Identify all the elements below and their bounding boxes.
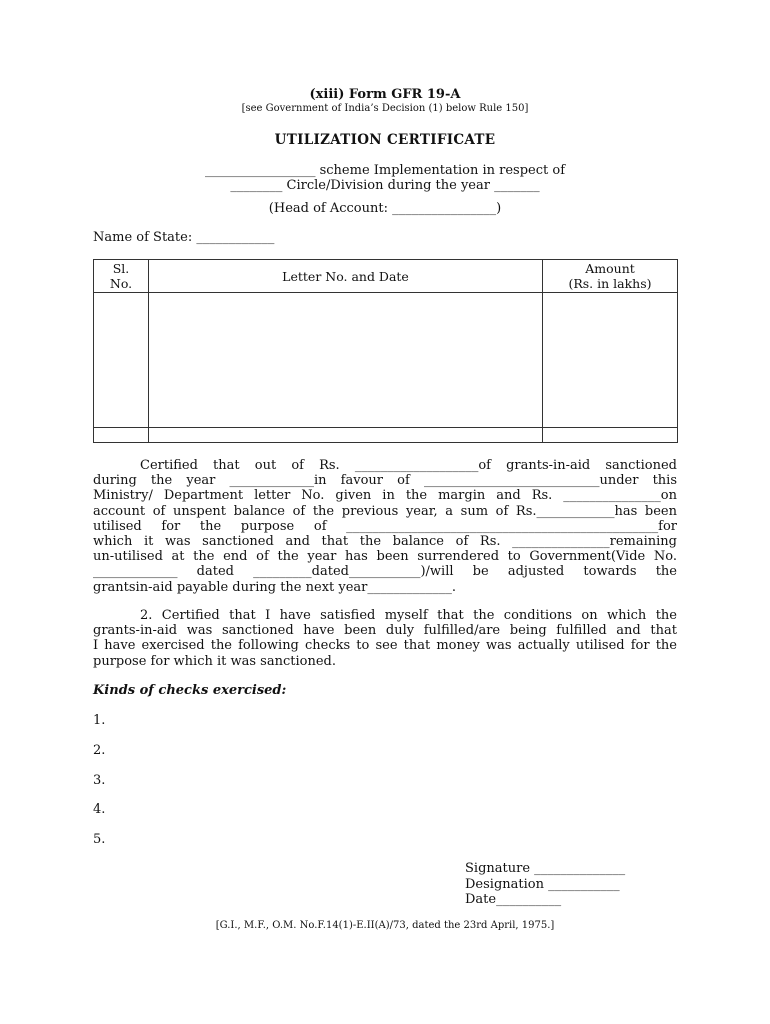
conditions-paragraph bbox=[93, 608, 677, 669]
table-cell bbox=[543, 293, 678, 428]
form-title: (xiii) Form GFR 19-A bbox=[309, 87, 461, 102]
check-item-5: 5. bbox=[93, 832, 106, 847]
column-header-letter: Letter No. and Date bbox=[149, 260, 543, 293]
paragraph-line: _____________ dated _________dated___________)/will be adjusted towards the bbox=[93, 564, 677, 580]
column-header-amount bbox=[543, 260, 678, 293]
table-total-row bbox=[94, 428, 678, 443]
table-cell bbox=[543, 428, 678, 443]
letters-table bbox=[93, 259, 678, 443]
table-header-row bbox=[94, 260, 678, 293]
paragraph-line: Certified that out of Rs. ___________________of grants-in-aid sanctioned bbox=[140, 458, 677, 473]
paragraph-line: purpose for which it was sanctioned. bbox=[93, 653, 336, 669]
date-line: Date__________ bbox=[465, 892, 562, 907]
amount-unit-label: (Rs. in lakhs) bbox=[568, 276, 652, 291]
paragraph-line: grantsin-aid payable during the next year_____________. bbox=[93, 579, 457, 595]
paragraph-line: which it was sanctioned and that the balance of Rs. _______________remaining bbox=[93, 534, 677, 550]
table-row bbox=[94, 293, 678, 428]
head-of-account: (Head of Account: ________________) bbox=[268, 201, 502, 216]
paragraph-line: Ministry/ Department letter No. given in the margin and Rs. _______________on bbox=[93, 488, 677, 504]
state-name-field: Name of State: ____________ bbox=[93, 230, 275, 245]
paragraph-line: utilised for the purpose of ________________________________________________for bbox=[93, 518, 677, 534]
paragraph-line: 2. Certified that I have satisfied myself that the conditions on which the bbox=[140, 608, 677, 623]
footer-reference: [G.I., M.F., O.M. No.F.14(1)-E.II(A)/73, dated the 23rd April, 1975.] bbox=[215, 920, 555, 931]
sl-label: Sl. bbox=[112, 261, 130, 276]
check-item-2: 2. bbox=[93, 743, 106, 758]
scheme-line: _________________ scheme Implementation in respect of bbox=[204, 163, 566, 178]
certificate-title: UTILIZATION CERTIFICATE bbox=[274, 132, 496, 148]
column-header-sl-no bbox=[94, 260, 149, 293]
check-item-1: 1. bbox=[93, 713, 106, 728]
table-cell bbox=[94, 293, 149, 428]
paragraph-line: un-utilised at the end of the year has been surrendered to Government(Vide No. bbox=[93, 549, 677, 565]
amount-label: Amount bbox=[585, 261, 635, 276]
paragraph-line: grants-in-aid was sanctioned have been duly fulfilled/are being fulfilled and that bbox=[93, 623, 677, 639]
checks-heading: Kinds of checks exercised: bbox=[93, 683, 287, 698]
no-label: No. bbox=[109, 276, 133, 291]
circle-division-line: ________ Circle/Division during the year _______ bbox=[230, 178, 540, 193]
signature-block bbox=[465, 861, 625, 908]
check-item-4: 4. bbox=[93, 802, 106, 817]
designation-line: Designation ___________ bbox=[465, 876, 620, 892]
form-subtitle: [see Government of India’s Decision (1) below Rule 150] bbox=[241, 103, 529, 114]
table-cell bbox=[149, 428, 543, 443]
paragraph-line: I have exercised the following checks to see that money was actually utilised for the bbox=[93, 638, 677, 654]
table-cell bbox=[94, 428, 149, 443]
signature-line: Signature ______________ bbox=[465, 861, 626, 876]
paragraph-line: during the year _____________in favour of ___________________________under this bbox=[93, 473, 677, 489]
paragraph-line: account of unspent balance of the previous year, a sum of Rs.____________has been bbox=[93, 503, 677, 519]
check-item-3: 3. bbox=[93, 773, 106, 788]
table-cell bbox=[149, 293, 543, 428]
certification-paragraph bbox=[93, 458, 677, 595]
